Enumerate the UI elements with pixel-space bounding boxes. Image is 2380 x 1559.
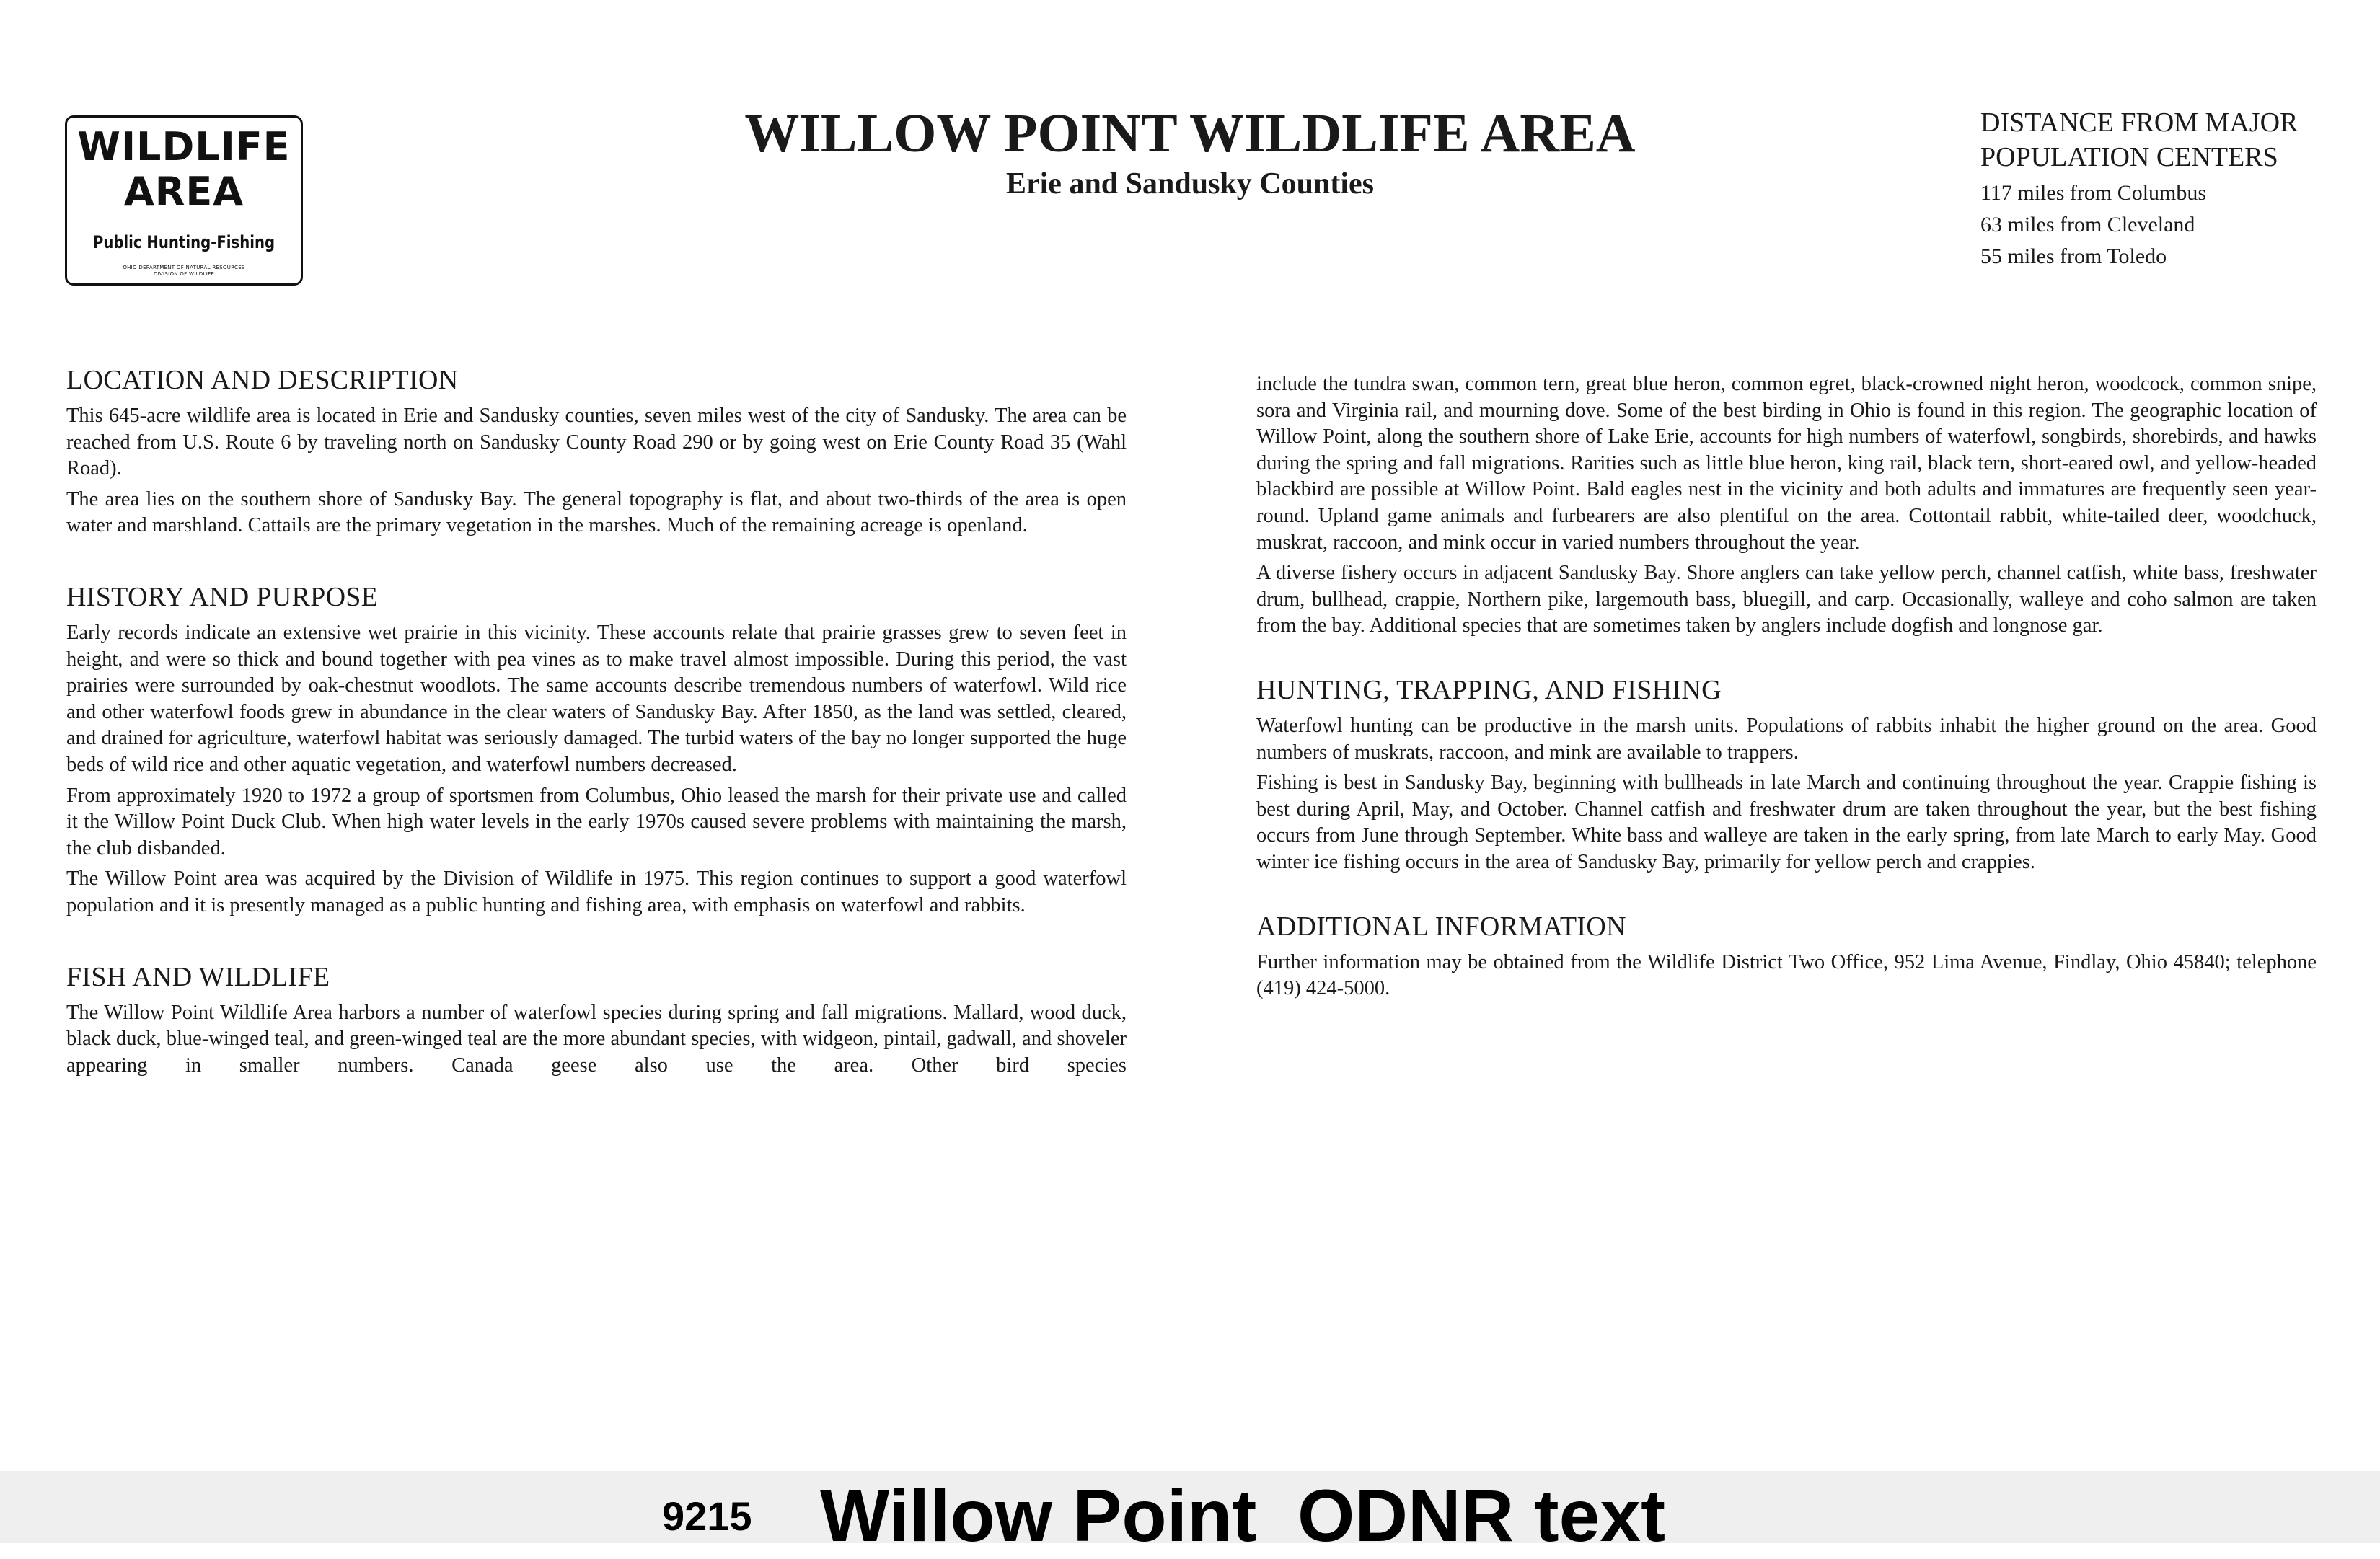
section-heading-location: LOCATION AND DESCRIPTION [66,365,459,395]
distance-heading-line1: DISTANCE FROM MAJOR [1980,107,2299,138]
logo-subtitle: Public Hunting-Fishing [92,232,276,252]
paragraph-history-3: The Willow Point area was acquired by the Division of Wildlife in 1975. This region continues to support a good waterfowl population and it is presently managed as a public hunting and fishing area, with emphasis on waterfowl and rabbits. [66,867,1127,917]
footer-bar [0,1471,2380,1557]
paragraph-location-2: The area lies on the southern shore of Sandusky Bay. The general topography is flat, and about two-thirds of the area is open water and marshland. Cattails are the primary vegetation in the marshes. Much of the remaining acreage is openland. [66,487,1127,537]
paragraph-additional: Further information may be obtained from the Wildlife District Two Office, 952 Lima Avenue, Findlay, Ohio 45840; telephone (419) 424-5000. [1256,950,2317,1000]
footer-label: Willow Point ODNR text [820,1475,1666,1557]
distance-item-columbus: 117 miles from Columbus [1980,181,2207,205]
logo-line-wildlife: WILDLIFE [77,124,291,169]
logo-line-area: AREA [123,169,244,214]
paragraph-history-1: Early records indicate an extensive wet prairie in this vicinity. These accounts relate that prairie grasses grew to seven feet in height, and were so thick and bound together with pea vines as to make travel almost impossible. During this period, the vast prairies were surrounded by oak-chestnut woodlots. The same accounts describe tremendous numbers of waterfowl. Wild rice and other waterfowl foods grew in abundance in the clear waters of Sandusky Bay. After 1850, as the land was settled, cleared, and drained for agriculture, waterfowl habitat was seriously damaged. The turbid waters of the bay no longer supported the huge beds of wild rice and other aquatic vegetation, and waterfowl numbers decreased. [66,621,1127,776]
paragraph-history-2: From approximately 1920 to 1972 a group of sportsmen from Columbus, Ohio leased the marsh for their private use and called it the Willow Point Duck Club. When high water levels in the early 1970s caused severe problems with maintaining the marsh, the club disbanded. [66,784,1127,860]
distance-box [1980,105,2355,273]
distance-heading-line2: POPULATION CENTERS [1980,142,2278,172]
logo-fine-print-division: DIVISION OF WILDLIFE [153,271,215,277]
paragraph-hunting-2: Fishing is best in Sandusky Bay, beginning with bullheads in late March and continuing throughout the year. Crappie fishing is best during April, May, and October. Channel catfish and freshwater drum are taken throughout the year, but the best fishing occurs from June through September. White bass and walleye are taken in the early spring, from late March to early May. Good winter ice fishing occurs in the area of Sandusky Bay, primarily for yellow perch and crappies. [1256,772,2317,873]
paragraph-fish-wildlife-1: The Willow Point Wildlife Area harbors a number of waterfowl species during spring and fall migrations. Mallard, wood duck, black duck, blue-winged teal, and green-winged teal are the more abundant species, with widgeon, pintail, gadwall, and shoveler appearing in smaller numbers. Canada geese also use the area. Other bird species [66,1001,1127,1077]
section-heading-history: HISTORY AND PURPOSE [66,581,379,612]
paragraph-hunting-1: Waterfowl hunting can be productive in the marsh units. Populations of rabbits inhabit the higher ground on the area. Good numbers of muskrats, raccoon, and mink are available to trappers. [1256,714,2317,764]
distance-item-cleveland: 63 miles from Cleveland [1980,213,2195,237]
wildlife-area-sign-logo [65,115,303,286]
right-column [1256,371,2317,1007]
paragraph-location-1: This 645-acre wildlife area is located in Erie and Sandusky counties, seven miles west of the city of Sandusky. The area can be reached from U.S. Route 6 by traveling north on Sandusky County Road 290 or by going west on Erie County Road 35 (Wahl Road). [66,405,1127,480]
distance-item-toledo: 55 miles from Toledo [1980,244,2167,268]
left-column [66,364,1127,1083]
page-title: WILLOW POINT WILDLIFE AREA [744,103,1636,164]
paragraph-fishery: A diverse fishery occurs in adjacent Sandusky Bay. Shore anglers can take yellow perch, channel catfish, white bass, freshwater drum, bullhead, crappie, Northern pike, largemouth bass, bluegill, and carp. Occasionally, walleye and coho salmon are taken from the bay. Additional species that are sometimes taken by anglers include dogfish and longnose gar. [1256,562,2317,637]
paragraph-fish-wildlife-continued: include the tundra swan, common tern, great blue heron, common egret, black-crowned night heron, woodcock, common snipe, sora and Virginia rail, and mourning dove. Some of the best birding in Ohio is found in this region. The geographic location of Willow Point, along the southern shore of Lake Erie, accounts for high numbers of waterfowl, songbirds, shorebirds, and hawks during the spring and fall migrations. Rarities such as little blue heron, king rail, black tern, short-eared owl, and yellow-headed blackbird are possible at Willow Point. Bald eagles nest in the vicinity and both adults and immatures are frequently seen year-round. Upland game animals and furbearers are also plentiful on the area. Cottontail rabbit, white-tailed deer, woodchuck, muskrat, raccoon, and mink occur in varied numbers throughout the year. [1256,373,2317,554]
section-heading-fish-wildlife: FISH AND WILDLIFE [66,961,330,992]
logo-fine-print-dept: OHIO DEPARTMENT OF NATURAL RESOURCES [123,265,245,270]
distance-heading [1980,105,2355,175]
section-heading-additional: ADDITIONAL INFORMATION [1256,911,1626,942]
header [577,101,1803,202]
section-heading-hunting: HUNTING, TRAPPING, AND FISHING [1256,674,1722,705]
page-subtitle: Erie and Sandusky Counties [1005,167,1374,200]
footer-number: 9215 [662,1493,752,1539]
